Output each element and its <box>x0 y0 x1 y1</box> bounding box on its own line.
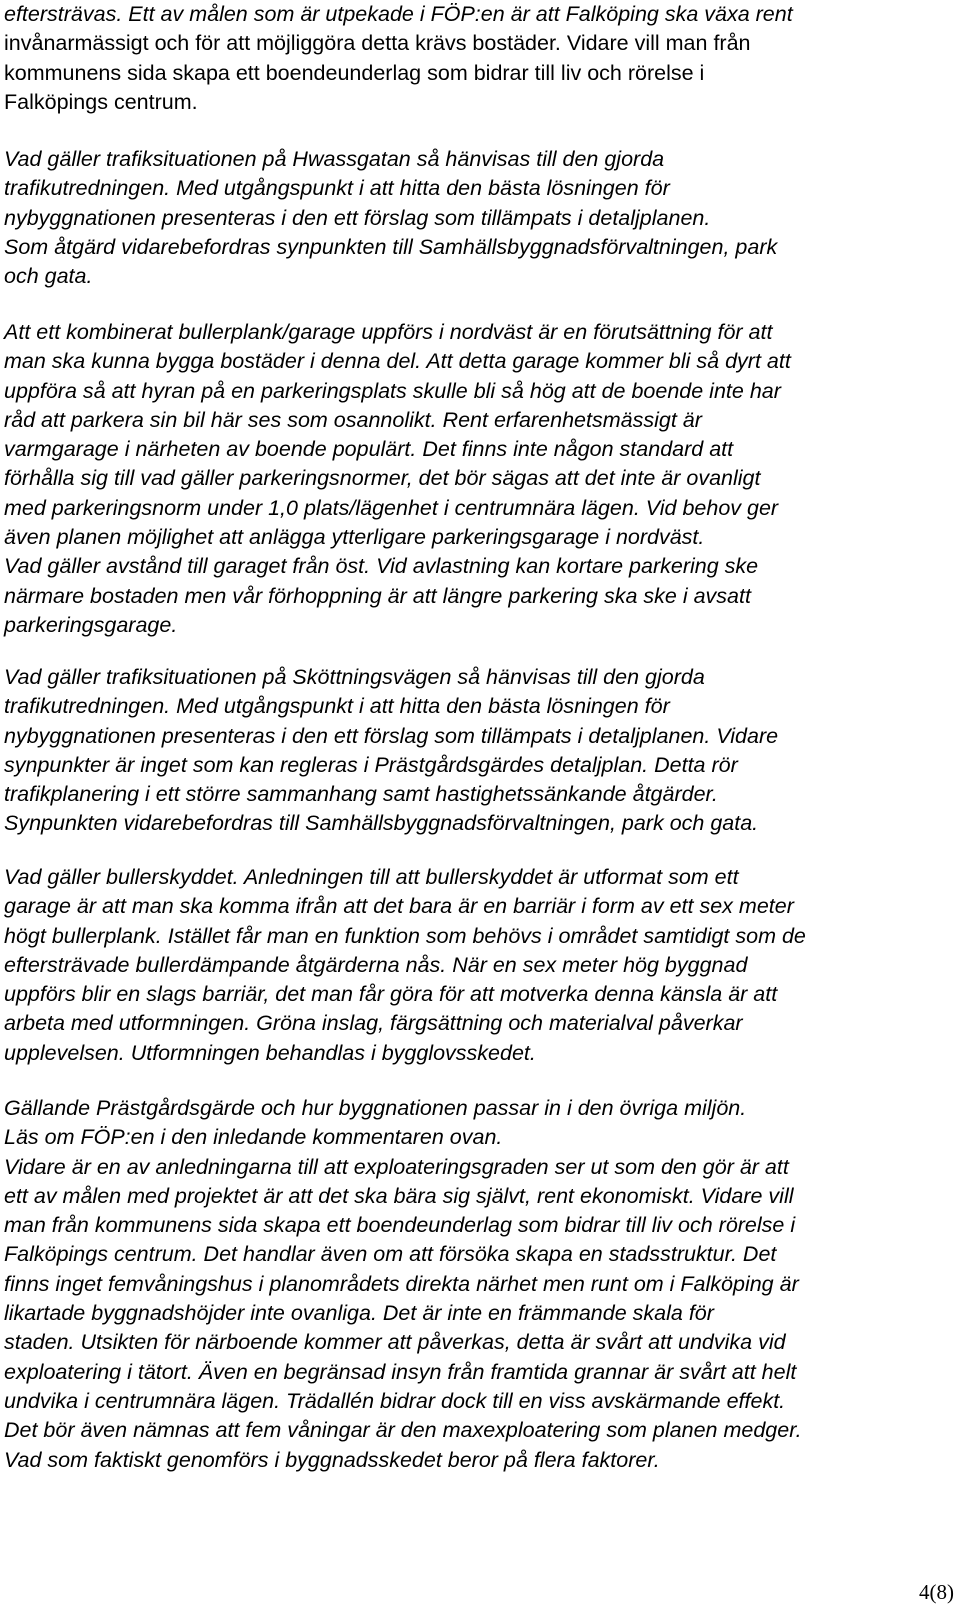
text-line: trafikutredningen. Med utgångspunkt i att hitta den bästa lösningen för <box>4 694 670 719</box>
text-line: även planen möjlighet att anlägga ytterligare parkeringsgarage i nordväst. <box>4 525 705 550</box>
text-line: undvika i centrumnära lägen. Trädallén bidrar dock till en viss avskärmande effekt. <box>4 1388 786 1413</box>
text-line: Vad gäller trafiksituationen på Sköttningsvägen så hänvisas till den gjorda <box>4 665 705 689</box>
text-line: nybyggnationen presenteras i den ett förslag som tillämpats i detaljplanen. <box>4 205 711 230</box>
text-line: Vad som faktiskt genomförs i byggnadsskedet beror på flera faktorer. <box>4 1447 660 1472</box>
text-line: nybyggnationen presenteras i den ett förslag som tillämpats i detaljplanen. Vidare <box>4 723 779 748</box>
text-line: och gata. <box>4 264 93 289</box>
paragraph-1 <box>4 0 793 117</box>
text-line: man ska kunna bygga bostäder i denna del. Att detta garage kommer bli så dyrt att <box>4 349 791 374</box>
text-line: kommunens sida skapa ett boendeunderlag som bidrar till liv och rörelse i <box>4 60 705 85</box>
text-line: Falköpings centrum. Det handlar även om att försöka skapa en stadsstruktur. Det <box>4 1242 777 1267</box>
text-line: likartade byggnadshöjder inte ovanliga. Det är inte en främmande skala för <box>4 1301 714 1326</box>
text-line: Falköpings centrum. <box>4 89 198 114</box>
text-line: Gällande Prästgårdsgärde och hur byggnationen passar in i den övriga miljön. <box>4 1096 747 1120</box>
text-line: Synpunkten vidarebefordras till Samhällsbyggnadsförvaltningen, park och gata. <box>4 811 759 836</box>
text-line: garage är att man ska komma ifrån att det bara är en barriär i form av ett sex meter <box>4 894 794 919</box>
text-line: exploatering i tätort. Även en begränsad insyn från framtida grannar är svårt att helt <box>4 1359 797 1384</box>
text-line: parkeringsgarage. <box>4 612 178 637</box>
text-line: man från kommunens sida skapa ett boendeunderlag som bidrar till liv och rörelse i <box>4 1213 796 1238</box>
text-line: staden. Utsikten för närboende kommer att påverkas, detta är svårt att undvika vid <box>4 1330 786 1355</box>
text-line: närmare bostaden men vår förhoppning är att längre parkering ska ske i avsatt <box>4 583 751 608</box>
text-line: Att ett kombinerat bullerplank/garage uppförs i nordväst är en förutsättning för att <box>4 320 773 344</box>
text-line: eftersträvade bullerdämpande åtgärderna nås. När en sex meter hög byggnad <box>4 952 748 977</box>
page-number: 4(8) <box>919 1580 954 1604</box>
text-line: trafikutredningen. Med utgångspunkt i att hitta den bästa lösningen för <box>4 176 670 201</box>
text-line: synpunkter är inget som kan regleras i Prästgårdsgärdes detaljplan. Detta rör <box>4 752 738 777</box>
text-line: Vad gäller trafiksituationen på Hwassgatan så hänvisas till den gjorda <box>4 147 665 171</box>
text-line: förhålla sig till vad gäller parkeringsnormer, det bör sägas att det inte är ovanligt <box>4 466 761 491</box>
paragraph-4 <box>4 663 778 839</box>
paragraph-6 <box>4 1094 802 1475</box>
text-line: uppförs blir en slags barriär, det man får göra för att motverka denna känsla är att <box>4 982 778 1007</box>
text-line: Det bör även nämnas att fem våningar är den maxexploatering som planen medger. <box>4 1418 802 1443</box>
text-line: Vidare är en av anledningarna till att exploateringsgraden ser ut som den gör är att <box>4 1154 789 1179</box>
text-line: Läs om FÖP:en i den inledande kommentaren ovan. <box>4 1125 503 1150</box>
paragraph-3 <box>4 318 791 640</box>
text-line: varmgarage i närheten av boende populärt. Det finns inte någon standard att <box>4 437 734 462</box>
text-line: finns inget femvåningshus i planområdets direkta närhet men runt om i Falköping är <box>4 1271 799 1296</box>
text-line: råd att parkera sin bil här ses som osannolikt. Rent erfarenhetsmässigt är <box>4 407 702 432</box>
text-line: Som åtgärd vidarebefordras synpunkten till Samhällsbyggnadsförvaltningen, park <box>4 234 778 259</box>
text-line: upplevelsen. Utformningen behandlas i bygglovsskedet. <box>4 1040 536 1065</box>
text-line: invånarmässigt och för att möjliggöra detta krävs bostäder. Vidare vill man från <box>4 31 751 56</box>
text-line: Vad gäller bullerskyddet. Anledningen till att bullerskyddet är utformat som ett <box>4 865 739 889</box>
text-line: arbeta med utformningen. Gröna inslag, färgsättning och materialval påverkar <box>4 1011 743 1036</box>
text-line: högt bullerplank. Istället får man en funktion som behövs i området samtidigt som de <box>4 923 806 948</box>
paragraph-5 <box>4 863 806 1068</box>
paragraph-2 <box>4 145 777 291</box>
text-line: ett av målen med projektet är att det ska bära sig självt, rent ekonomiskt. Vidare vill <box>4 1183 794 1208</box>
text-line: med parkeringsnorm under 1,0 plats/lägenhet i centrumnära lägen. Vid behov ger <box>4 495 779 520</box>
text-line: trafikplanering i ett större sammanhang samt hastighetssänkande åtgärder. <box>4 782 718 807</box>
text-line: eftersträvas. Ett av målen som är utpekade i FÖP:en är att Falköping ska växa rent <box>4 2 793 26</box>
text-line: uppföra så att hyran på en parkeringsplats skulle bli så hög att de boende inte har <box>4 378 781 403</box>
text-line: Vad gäller avstånd till garaget från öst. Vid avlastning kan kortare parkering ske <box>4 554 759 579</box>
